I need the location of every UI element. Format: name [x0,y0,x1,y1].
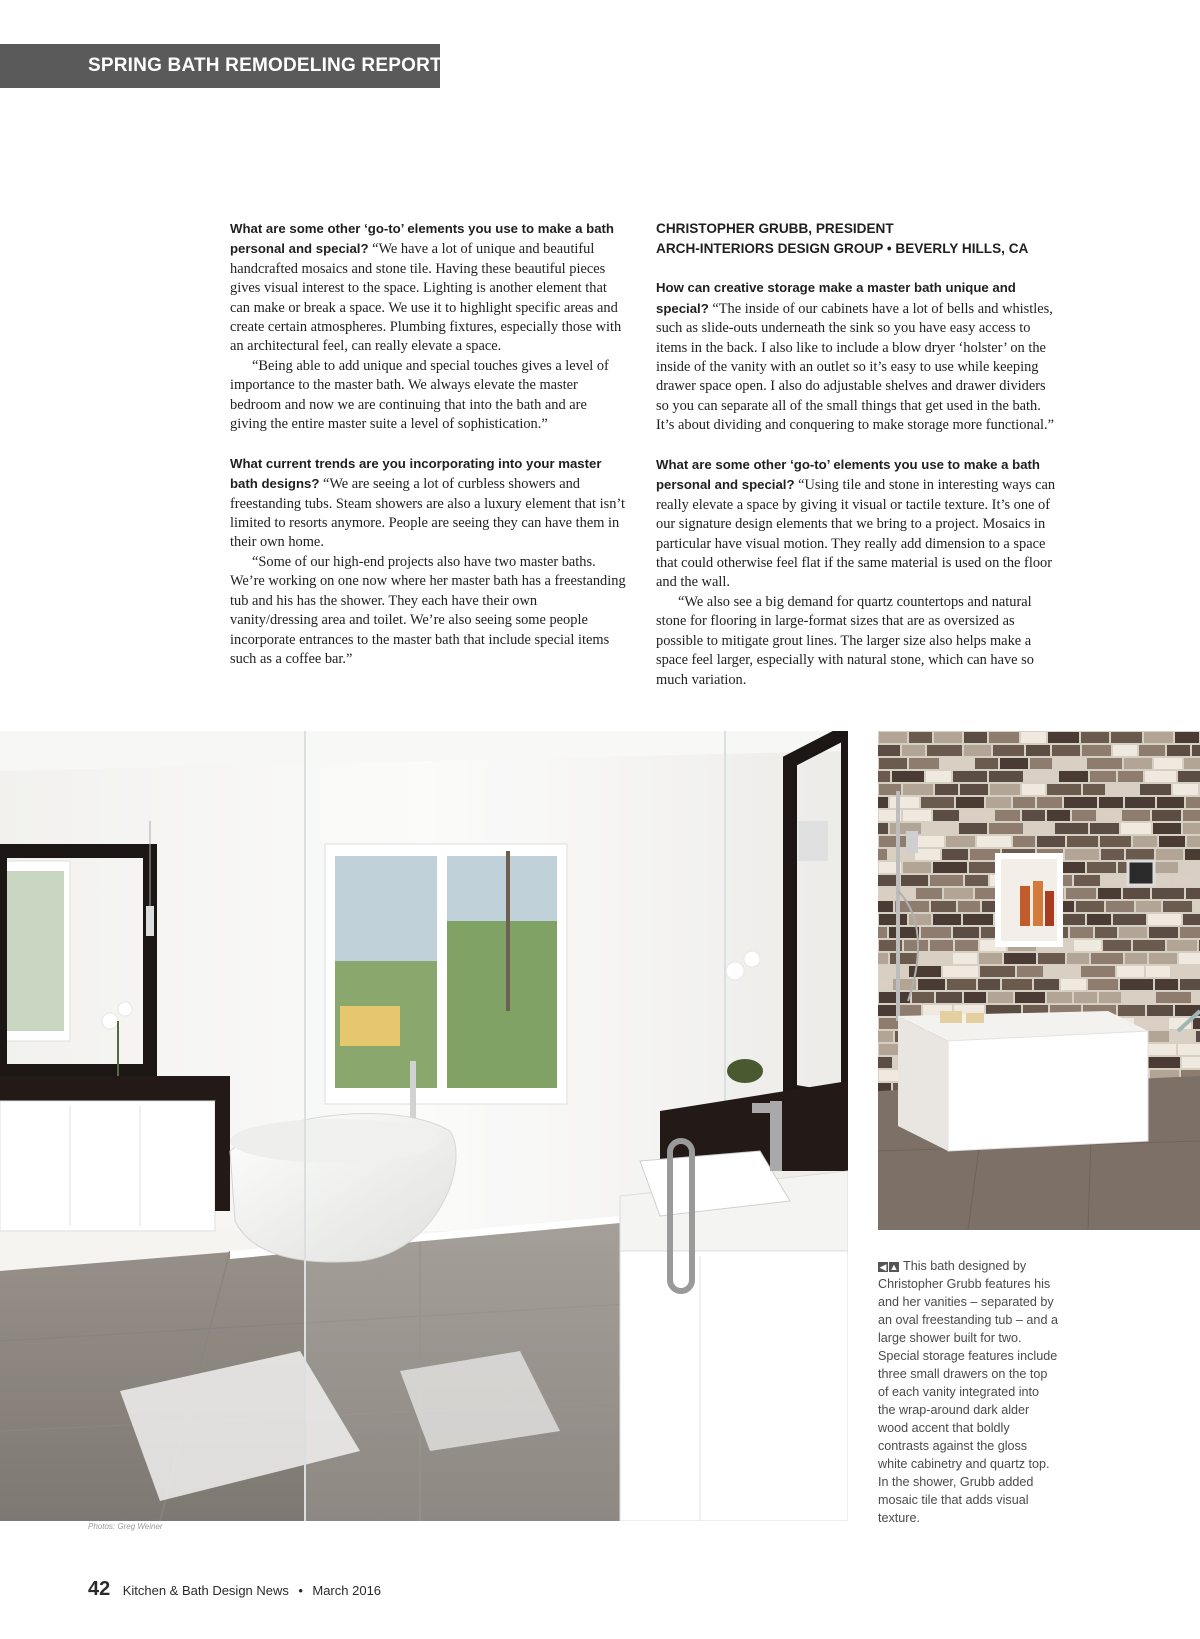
right-paragraph-1 [656,278,1056,435]
left-column [230,219,626,669]
left-answer-1-continued: “Being able to add unique and special touches gives a level of importance to the master bath. We always elevate the master bedroom and now we are continuing that into the bath and are giving the entire master suite a level of sophistication.” [230,357,609,433]
right-column [656,219,1056,690]
shower-tile-photo [878,731,1200,1230]
left-answer-2-continued: “Some of our high-end projects also have two master baths. We’re working on one now where her master bath has a freestanding tub and his has the shower. They each have their own vanity/dressing area and toilet. We’re also seeing some people incorporate entrances to the master bath that include special items such as a coffee bar.” [230,553,626,667]
right-question-1: How can creative storage make a master bath unique and special? [656,280,1016,316]
right-paragraph-2 [656,455,1056,593]
bathroom-photo [0,731,848,1521]
photo-caption [878,1257,1058,1527]
left-paragraph-2 [230,454,626,553]
left-up-arrows-icon: ◀ ▲ [879,1262,899,1272]
left-answer-2: “We are seeing a lot of curbless showers and freestanding tubs. Steam showers are also a luxury element that isn’t limited to resorts anymore. People are seeing they can have them in their own home. [230,476,625,551]
publication-name: Kitchen & Bath Design News [122,1583,289,1598]
paragraph-gap [230,434,626,453]
left-answer-1: “We have a lot of unique and beautiful handcrafted mosaics and stone tile. Having these beautiful pieces gives visual interest to the space. Lighting is another element that can make or break a space. We use it to highlight specific areas and create certain atmospheres. Plumbing fixtures, especially those with an architectural feel, can really elevate a space. [230,241,622,355]
caption-text: This bath designed by Christopher Grubb features his and her vanities – separated by an oval freestanding tub – and a large shower built for two. Special storage features include three small drawers on the top of each vanity integrated into the wrap-around dark alder wood accent that boldly contrasts against the gloss white cabinetry and quartz top. In the shower, Grubb added mosaic tile that adds visual texture. [878,1259,1058,1525]
section-banner [0,44,440,88]
page-footer [88,1578,381,1601]
right-question-2: What are some other ‘go-to’ elements you use to make a bath personal and special? [656,457,1040,493]
byline-name: CHRISTOPHER GRUBB, PRESIDENT [656,221,894,236]
right-answer-2-continued: “We also see a big demand for quartz countertops and natural stone for flooring in large-format sizes that are as oversized as possible to mitigate grout lines. The larger size also helps make a space feel larger, especially with natural stone, which can have so much variation. [656,593,1034,688]
issue-date: March 2016 [312,1583,382,1598]
footer-separator: • [298,1583,303,1598]
section-title: SPRING BATH REMODELING REPORT [88,55,442,76]
left-question-1: What are some other ‘go-to’ elements you use to make a bath personal and special? [230,221,614,257]
right-answer-1: “The inside of our cabinets have a lot of bells and whistles, such as slide-outs underneath the sink so you have easy access to items in the back. I also like to include a blow dryer ‘holster’ on the inside of the vanity with an outlet so it’s easy to use while keeping drawer space open. I also do adjustable shelves and drawer dividers so you can separate all of the small things that get used in the bath. It’s about dividing and conquering to make storage more functional.” [656,300,1055,434]
byline-firm: ARCH-INTERIORS DESIGN GROUP • BEVERLY HILLS, CA [656,241,1029,256]
left-paragraph-1 [230,219,626,357]
paragraph-gap [656,259,1056,278]
paragraph-gap [656,436,1056,455]
right-answer-2: “Using tile and stone in interesting ways can really elevate a space by giving it visual or tactile texture. It’s one of our signature design elements that we bring to a project. Mosaics in particular have visual motion. They really add dimension to a space that could otherwise feel flat if the same material is used on the floor and the wall. [656,477,1056,591]
page-number: 42 [88,1578,111,1600]
photo-credit: Photos: Greg Weiner [88,1522,163,1531]
left-question-2: What current trends are you incorporating into your master bath designs? [230,455,602,492]
